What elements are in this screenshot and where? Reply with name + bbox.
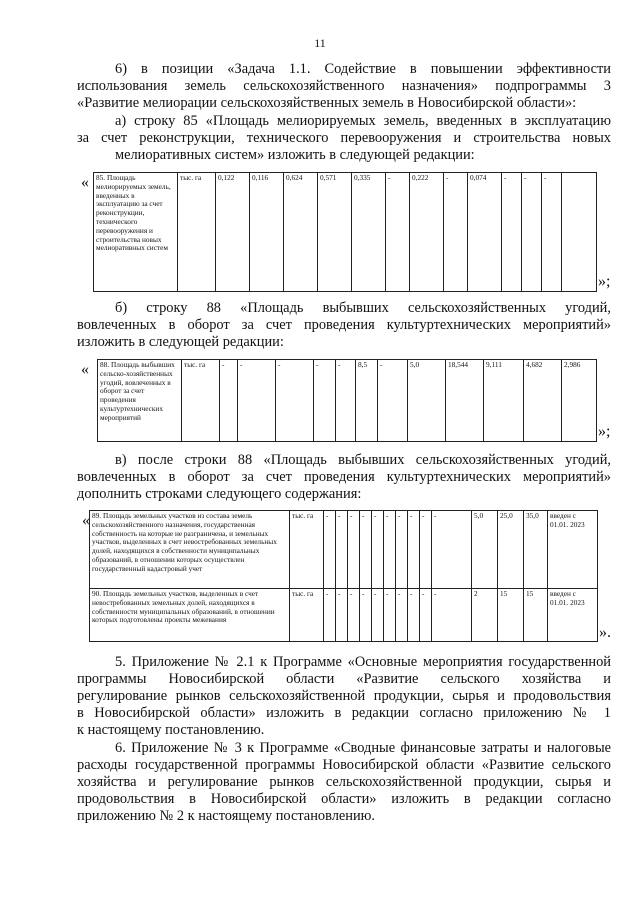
unit-cell: тыс. га — [290, 589, 324, 642]
text-line: б) строку 88 «Площадь выбывших сельскохозяйственных угодий, — [115, 300, 611, 316]
text-line: хозяйства и регулирование рынков сельскохозяйственной продукции, сырья и — [77, 774, 611, 790]
value-cell: - — [408, 589, 420, 642]
value-cell: 8,5 — [356, 360, 378, 442]
text-line: продовольствия в Новосибирской области» изложить в редакции согласно — [77, 791, 611, 807]
value-cell: - — [360, 511, 372, 589]
text-line: расходы государственной программы Новосибирской области «Развитие сельского — [77, 757, 611, 773]
paragraph-b — [77, 300, 611, 351]
value-cell: 5,0 — [408, 360, 446, 442]
text-line: изложить в следующей редакции: — [77, 334, 284, 350]
value-cell: 0,335 — [352, 173, 386, 292]
indicator-name-cell: 90. Площадь земельных участков, выделенных в счет невостребованных земельных долей, находящихся в собственности муниципальных образований, в отношении которых подготовлены проекты межевания — [90, 589, 290, 642]
value-cell: - — [348, 589, 360, 642]
value-cell: - — [432, 511, 472, 589]
value-cell: - — [420, 589, 432, 642]
value-cell: - — [314, 360, 336, 442]
text-line: 5. Приложение № 2.1 к Программе «Основные мероприятия государственной — [115, 654, 611, 670]
value-cell: 18,544 — [446, 360, 484, 442]
text-line: в Новосибирской области» изложить в редакции согласно приложению № 1 — [77, 705, 611, 721]
value-cell: - — [348, 511, 360, 589]
close-quote: ». — [599, 624, 611, 641]
table-row — [90, 589, 598, 642]
value-cell: 15 — [498, 589, 524, 642]
text-line: 6. Приложение № 3 к Программе «Сводные финансовые затраты и налоговые — [115, 740, 611, 756]
value-cell: - — [420, 511, 432, 589]
value-cell: - — [384, 589, 396, 642]
value-cell: 25,0 — [498, 511, 524, 589]
value-cell: - — [386, 173, 410, 292]
note-cell: введен с 01.01. 2023 — [548, 589, 598, 642]
indicator-name-cell: 89. Площадь земельных участков из состава земель сельскохозяйственного назначения, государственная собственность на которые не разграничена, и земельных участков, выделенных в счет невостребованных земельных долей, находящихся в собственности муниципальных образований, в отношении которых осуществлен государственный кадастровый учет — [90, 511, 290, 589]
value-cell: - — [336, 511, 348, 589]
text-line: «Развитие мелиорации сельскохозяйственных земель в Новосибирской области»: — [77, 95, 577, 111]
value-cell: - — [220, 360, 238, 442]
value-cell: - — [522, 173, 542, 292]
open-quote: « — [81, 174, 89, 191]
value-cell: 0,074 — [468, 173, 502, 292]
table-rows-89-90 — [89, 510, 598, 642]
value-cell: 2 — [472, 589, 498, 642]
value-cell: - — [396, 511, 408, 589]
text-line: вовлеченных в оборот за счет проведения культуртехнических мероприятий» — [77, 317, 611, 333]
value-cell: - — [384, 511, 396, 589]
text-line: а) строку 85 «Площадь мелиорируемых земель, введенных в эксплуатацию — [115, 113, 611, 129]
note-cell: введен с 01.01. 2023 — [548, 511, 598, 589]
value-cell: - — [276, 360, 314, 442]
value-cell: 9,111 — [484, 360, 524, 442]
text-line: регулирование рынков сельскохозяйственной продукции, сырья и продовольствия — [77, 688, 611, 704]
unit-cell: тыс. га — [178, 173, 216, 292]
text-line: за счет реконструкции, технического перевооружения и строительства новых — [77, 130, 611, 146]
value-cell: - — [372, 511, 384, 589]
paragraph-5 — [77, 654, 611, 739]
value-cell: - — [336, 589, 348, 642]
value-cell: - — [542, 173, 562, 292]
text-line: к настоящему постановлению. — [77, 722, 265, 738]
value-cell: - — [396, 589, 408, 642]
text-line: вовлеченных в оборот за счет проведения культуртехнических мероприятий» — [77, 469, 611, 485]
text-line: в) после строки 88 «Площадь выбывших сельскохозяйственных угодий, — [115, 452, 611, 468]
value-cell: - — [372, 589, 384, 642]
value-cell: - — [324, 589, 336, 642]
value-cell: - — [408, 511, 420, 589]
value-cell: 0,624 — [284, 173, 318, 292]
text-line: приложению № 2 к настоящему постановлению. — [77, 808, 376, 824]
close-quote: »; — [598, 273, 611, 290]
open-quote: « — [81, 361, 89, 378]
table-row-85 — [93, 172, 597, 292]
value-cell: - — [378, 360, 408, 442]
value-cell: 4,682 — [524, 360, 562, 442]
note-cell — [562, 173, 597, 292]
value-cell: 15 — [524, 589, 548, 642]
value-cell: - — [502, 173, 522, 292]
value-cell: 0,571 — [318, 173, 352, 292]
paragraph-v — [77, 452, 611, 503]
value-cell: - — [324, 511, 336, 589]
unit-cell: тыс. га — [290, 511, 324, 589]
value-cell: - — [360, 589, 372, 642]
text-line: мелиоративных систем» изложить в следующей редакции: — [115, 147, 475, 163]
value-cell: 35,0 — [524, 511, 548, 589]
value-cell: 0,116 — [250, 173, 284, 292]
text-line: дополнить строками следующего содержания: — [77, 486, 362, 502]
value-cell: 5,0 — [472, 511, 498, 589]
value-cell: - — [238, 360, 276, 442]
text-line: использования земель сельскохозяйственного назначения» подпрограммы 3 — [77, 78, 611, 94]
unit-cell: тыс. га — [182, 360, 220, 442]
indicator-name-cell: 88. Площадь выбывших сельско-хозяйственных угодий, вовлеченных в оборот за счет проведения культуртехнических мероприятий — [98, 360, 182, 442]
value-cell: - — [336, 360, 356, 442]
text-line: программы Новосибирской области «Развитие сельского хозяйства и — [77, 671, 611, 687]
page-number: 11 — [314, 36, 326, 50]
paragraph-6 — [77, 740, 611, 825]
table-row — [90, 511, 598, 589]
paragraph-a — [77, 113, 611, 164]
table-row-88 — [97, 359, 597, 442]
value-cell: - — [444, 173, 468, 292]
close-quote: »; — [598, 423, 611, 440]
text-line: 6) в позиции «Задача 1.1. Содействие в повышении эффективности — [115, 61, 611, 77]
value-cell: - — [432, 589, 472, 642]
value-cell: 0,222 — [410, 173, 444, 292]
indicator-name-cell: 85. Площадь мелиорируемых земель, введенных в эксплуатацию за счет реконструкции, технического перевооружения и строительства новых мелиоративных систем — [94, 173, 178, 292]
open-quote: « — [82, 512, 90, 529]
value-cell: 2,986 — [562, 360, 597, 442]
paragraph-6b — [77, 61, 611, 112]
value-cell: 0,122 — [216, 173, 250, 292]
